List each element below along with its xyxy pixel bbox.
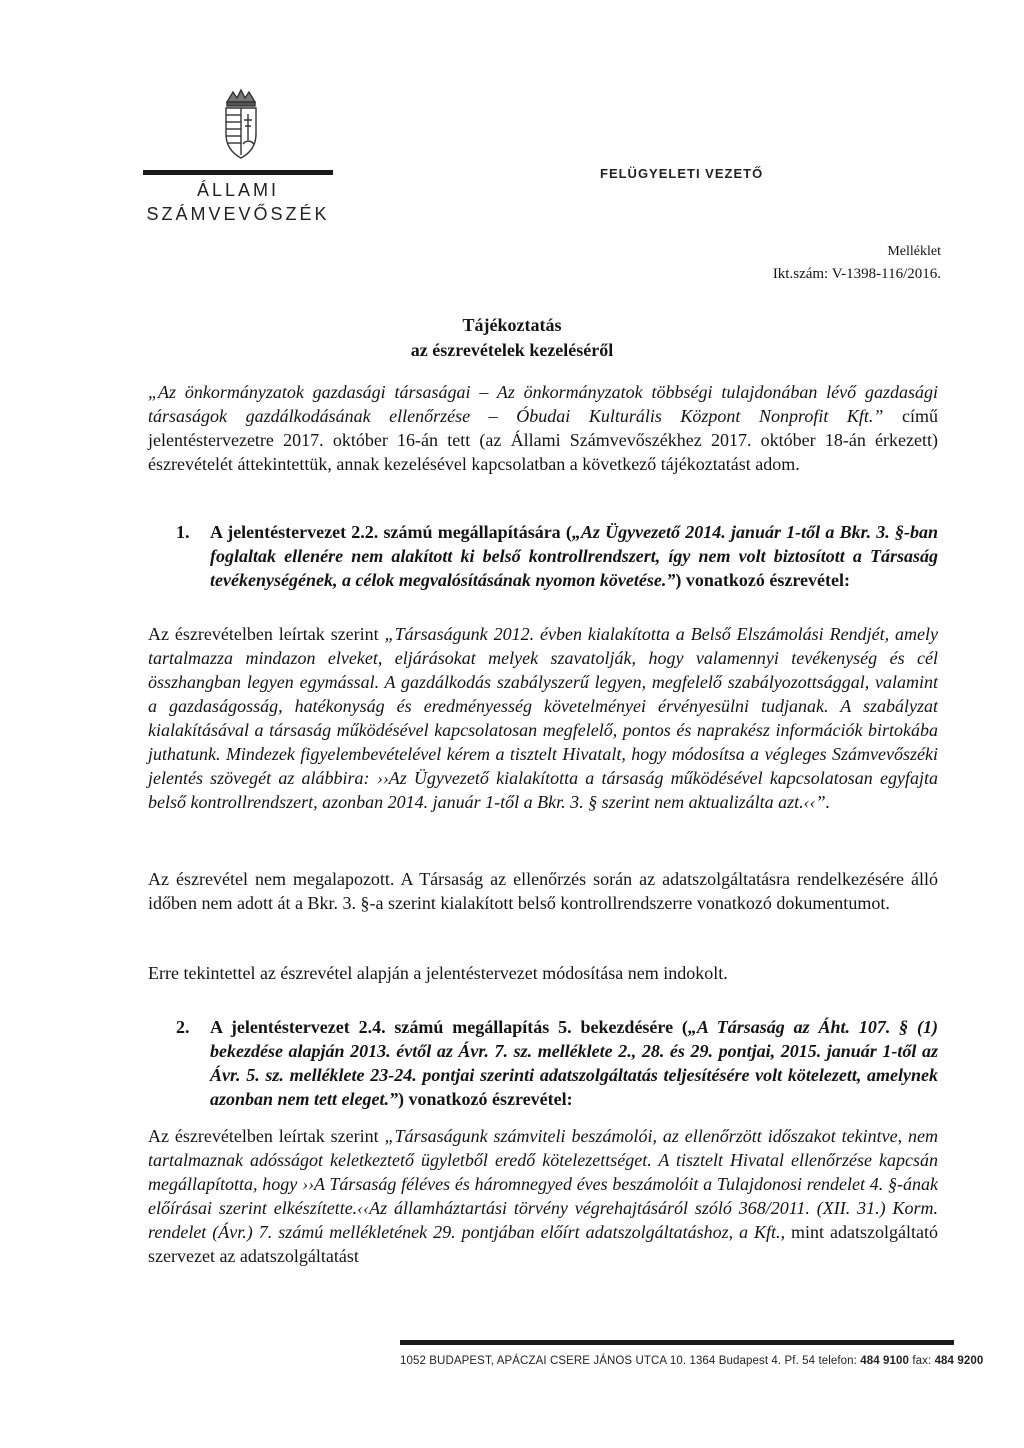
section-1-conclusion-paragraph: Erre tekintettel az észrevétel alapján a jelentéstervezet módosítása nem indokolt.: [148, 963, 728, 983]
footer-fax: 484 9200: [934, 1355, 984, 1367]
section-1-lead: A jelentéstervezet 2.2. számú megállapítására (: [210, 522, 572, 542]
footer-address-text: 1052 BUDAPEST, APÁCZAI CSERE JÁNOS UTCA 10. 1364 Budapest 4. Pf. 54 telefon:: [400, 1355, 861, 1367]
section-1-finding-quote: „Az Ügyvezető 2014. január 1-től a Bkr. 3. §-ban foglaltak ellenére nem alakított ki belső kontrollrendszert, így nem volt biztosított a Társaság tevékenységének, a célok megvalósításának nyomon követése.”: [210, 522, 938, 590]
reference-number: Ikt.szám: V-1398-116/2016.: [772, 266, 941, 282]
intro-text: című jelentéstervezetre 2017. október 16-án tett (az Állami Számvevőszékhez 2017. október 18-án érkezett) észrevételét áttekintettük, annak kezelésével kapcsolatban a következő tájékoztatást adom.: [148, 406, 938, 474]
document-title: Tájékoztatás: [462, 315, 562, 335]
annex-label: Melléklet: [887, 244, 941, 259]
coat-of-arms-icon: [218, 88, 264, 162]
section-1-objection-paragraph: [148, 622, 938, 814]
footer-rule: [400, 1340, 954, 1345]
section-2-lead: A jelentéstervezet 2.4. számú megállapítás 5. bekezdésére (: [210, 1017, 688, 1037]
intro-paragraph: [148, 380, 938, 476]
document-subtitle: az észrevételek kezeléséről: [410, 340, 614, 360]
section-2-number: 2.: [176, 1017, 190, 1037]
logo-rule: [143, 170, 333, 175]
section-1-number: 1.: [176, 522, 190, 542]
section-2-heading: [148, 1015, 938, 1111]
section-2-objection-paragraph: [148, 1124, 938, 1268]
footer-address: [400, 1355, 984, 1367]
office-title: FELÜGYELETI VEZETŐ: [600, 166, 764, 181]
footer-fax-label: fax:: [909, 1355, 935, 1367]
section-2-objection-rest: , mint adatszolgáltató szervezet az adatszolgáltatást: [148, 1222, 938, 1266]
intro-report-title: „Az önkormányzatok gazdasági társaságai – Az önkormányzatok többségi tulajdonában lévő gazdasági társaságok gazdálkodásának ellenőrzése – Óbudai Kulturális Központ Nonprofit Kft.”: [148, 382, 938, 426]
section-2-finding-quote: „A Társaság az Áht. 107. § (1) bekezdése alapján 2013. évtől az Ávr. 7. sz. melléklete 2., 28. és 29. pontjai, 2015. január 1-től az Ávr. 5. sz. melléklete 23-24. pontjai szerinti adatszolgáltatás teljesítésére volt kötelezett, amelynek azonban nem tett eleget.”: [210, 1017, 938, 1109]
section-2-heading-text: [210, 1015, 938, 1111]
section-1-tail: ) vonatkozó észrevétel:: [675, 570, 851, 590]
section-1-objection-lead: Az észrevételben leírtak szerint: [148, 624, 385, 644]
section-1-heading-text: [210, 520, 938, 592]
section-2-tail: ) vonatkozó észrevétel:: [398, 1089, 573, 1109]
section-1-objection-quote: „Társaságunk 2012. évben kialakította a Belső Elszámolási Rendjét, amely tartalmazza mindazon elveket, eljárásokat melyek szavatolják, hogy valamennyi tevékenység és cél összhangban legyen egymással. A gazdálkodás szabályszerű legyen, megfelelő szabályozottsággal, valamint a gazdaságosság, hatékonyság és eredményesség követelményei érvényesülni tudjanak. A szabályzat kialakításával a társaság működésével kapcsolatosan megfelelő, pontos és naprakész információk birtokába juthatunk. Mindezek figyelembevételével kérem a tisztelt Hivatalt, hogy módosítsa a végleges Számvevőszéki jelentés szövegét az alábbira: ››Az Ügyvezető kialakította a társaság működésével kapcsolatosan egyfajta belső kontrollrendszert, azonban 2014. január 1-től a Bkr. 3. § szerint nem aktualizálta azt.‹‹”.: [148, 624, 938, 812]
section-2-objection-quote: „Társaságunk számviteli beszámolói, az ellenőrzött időszakot tekintve, nem tartalmaznak adósságot keletkeztető ügyletből eredő kötelezettséget. A tisztelt Hivatal ellenőrzése kapcsán megállapította, hogy ››A Társaság féléves és háromnegyed éves beszámolóit a Tulajdonosi rendelet 4. §-ának előírásai szerint elkészítette.‹‹Az államháztartási törvény végrehajtásáról szóló 368/2011. (XII. 31.) Korm. rendelet (Ávr.) 7. számú mellékletének 29. pontjában előírt adatszolgáltatáshoz, a Kft.: [148, 1126, 938, 1242]
logo-line2: SZÁMVEVŐSZÉK: [146, 204, 330, 224]
section-2-objection-lead: Az észrevételben leírtak szerint: [148, 1126, 385, 1146]
section-1-heading: [148, 520, 938, 592]
section-1-response-paragraph: Az észrevétel nem megalapozott. A Társaság az ellenőrzés során az adatszolgáltatásra rendelkezésére álló időben nem adott át a Bkr. 3. §-a szerint kialakított belső kontrollrendszerre vonatkozó dokumentumot.: [148, 869, 938, 913]
logo-line1: ÁLLAMI: [196, 180, 280, 200]
footer-phone: 484 9100: [860, 1355, 910, 1367]
